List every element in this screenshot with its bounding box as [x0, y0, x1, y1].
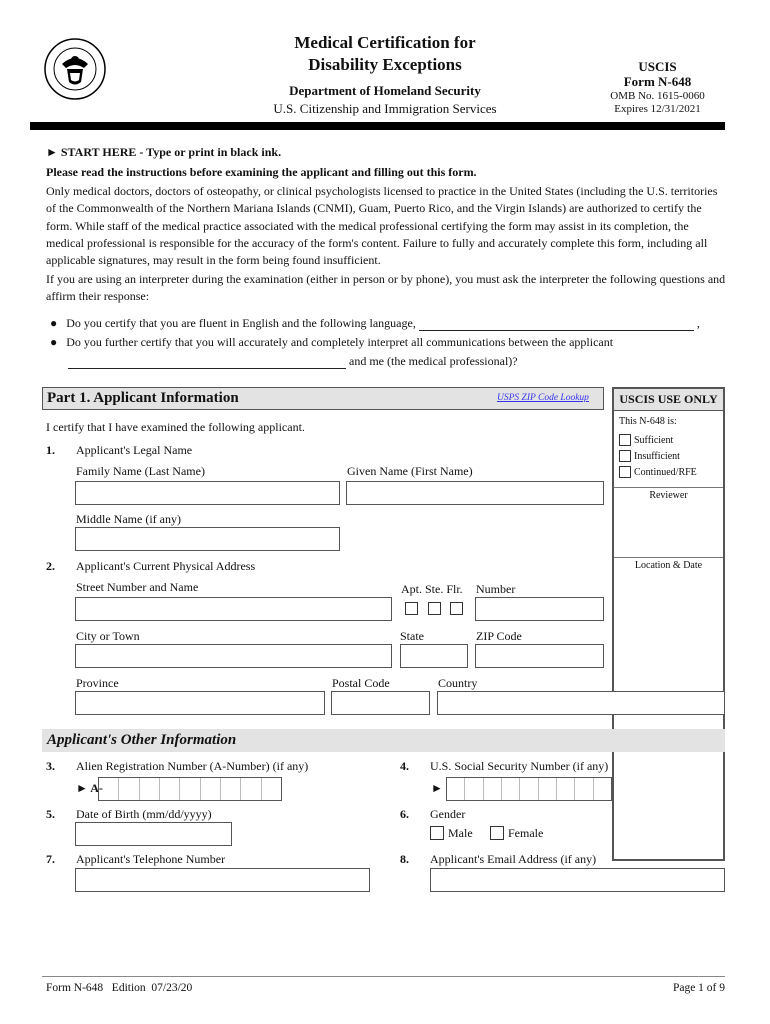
city-label: City or Town	[76, 629, 140, 643]
insufficient-label: Insufficient	[634, 451, 680, 462]
other-info-title: Applicant's Other Information	[47, 732, 237, 748]
city-input[interactable]	[75, 644, 392, 668]
flr-checkbox[interactable]	[450, 602, 463, 615]
bullet-2-end-text: and me (the medical professional)?	[349, 354, 518, 368]
q5-label: Date of Birth (mm/dd/yyyy)	[76, 807, 212, 821]
date-of-birth-input[interactable]	[75, 822, 232, 846]
apt-number-input[interactable]	[475, 597, 604, 621]
state-select[interactable]	[400, 644, 468, 668]
eligibility-paragraph: Only medical doctors, doctors of osteopathy, or clinical psychologists licensed to practice in the United States (including the U.S. territories of the Commonwealth of the Northern Mariana Islands (CNMI), Guam, Puerto Rico, and the Virgin Islands) are authorized to certify the form. While staff of the medical practice associated with the medical professional certifying the form may assist in its completion, the medical professional is responsible for the accuracy of the form's content. Failure to fully and accurately complete this form, including all applicable signatures, may result in the form being found insufficient.	[46, 184, 718, 268]
family-name-input[interactable]	[75, 481, 340, 505]
header-divider	[30, 122, 725, 130]
country-input[interactable]	[437, 691, 725, 715]
postal-code-label: Postal Code	[332, 676, 390, 690]
part1-title: Part 1. Applicant Information	[47, 390, 239, 406]
start-here-instruction: ► START HERE - Type or print in black ink.	[46, 145, 282, 159]
province-input[interactable]	[75, 691, 325, 715]
department-name: Department of Homeland Security	[289, 83, 481, 98]
omb-number: OMB No. 1615-0060	[610, 90, 705, 102]
form-title-line2: Disability Exceptions	[308, 55, 462, 74]
footer-edition: Form N-648 Edition 07/23/20	[46, 982, 193, 994]
q4-number: 4.	[400, 759, 409, 773]
apt-ste-flr-label: Apt. Ste. Flr.	[401, 582, 463, 596]
uscis-use-only-title: USCIS USE ONLY	[619, 392, 718, 406]
male-label: Male	[448, 826, 473, 840]
uscis-divider	[614, 557, 723, 558]
zip-label: ZIP Code	[476, 629, 522, 643]
q1-label: Applicant's Legal Name	[76, 443, 193, 457]
reviewer-label: Reviewer	[649, 490, 688, 501]
q7-number: 7.	[46, 852, 55, 866]
bullet-2-text: Do you further certify that you will accurately and completely interpret all communications between the applicant	[66, 335, 614, 349]
q2-number: 2.	[46, 559, 55, 573]
zip-input[interactable]	[475, 644, 604, 668]
q3-label: Alien Registration Number (A-Number) (if any)	[76, 759, 309, 773]
agency-name: U.S. Citizenship and Immigration Services	[273, 101, 497, 116]
agency-short: USCIS	[638, 59, 677, 74]
footer-divider	[42, 976, 725, 977]
apt-checkbox[interactable]	[405, 602, 418, 615]
q6-number: 6.	[400, 807, 409, 821]
bullet-dot: ●	[50, 335, 67, 349]
form-number: Form N-648	[623, 74, 692, 89]
certify-statement: I certify that I have examined the following applicant.	[46, 420, 305, 434]
footer-page-number: Page 1 of 9	[672, 982, 725, 994]
number-label: Number	[476, 582, 516, 596]
bullet-1	[50, 316, 700, 331]
country-label: Country	[438, 676, 478, 690]
given-name-label: Given Name (First Name)	[347, 464, 473, 478]
a-number-prefix: ► A-	[76, 781, 103, 795]
usps-zip-lookup-link[interactable]: USPS ZIP Code Lookup	[497, 393, 589, 403]
email-input[interactable]	[430, 868, 725, 892]
male-checkbox[interactable]	[430, 826, 444, 840]
middle-name-input[interactable]	[75, 527, 340, 551]
q1-number: 1.	[46, 443, 55, 457]
q4-label: U.S. Social Security Number (if any)	[430, 759, 609, 773]
bullet-dot: ●	[50, 316, 67, 330]
female-label: Female	[508, 826, 544, 840]
ste-checkbox[interactable]	[428, 602, 441, 615]
q3-number: 3.	[46, 759, 55, 773]
applicant-name-input-line[interactable]	[68, 356, 346, 369]
sufficient-checkbox[interactable]	[619, 434, 631, 446]
expiration-date: Expires 12/31/2021	[614, 103, 701, 115]
family-name-label: Family Name (Last Name)	[76, 464, 205, 478]
bullet-2-continued	[68, 354, 518, 369]
q7-label: Applicant's Telephone Number	[76, 852, 226, 866]
n648-status-label: This N-648 is:	[619, 416, 677, 427]
uscis-divider	[614, 487, 723, 488]
location-date-label: Location & Date	[634, 560, 703, 571]
ssn-prefix-arrow: ►	[431, 781, 443, 795]
telephone-input[interactable]	[75, 868, 370, 892]
middle-name-label: Middle Name (if any)	[76, 512, 181, 526]
province-label: Province	[76, 676, 119, 690]
q8-number: 8.	[400, 852, 409, 866]
q6-label: Gender	[430, 807, 466, 821]
bullet-1-text: Do you certify that you are fluent in English and the following language,	[66, 316, 416, 330]
language-input-line[interactable]	[419, 318, 694, 331]
bullet-1-comma: ,	[696, 316, 700, 330]
insufficient-checkbox[interactable]	[619, 450, 631, 462]
street-input[interactable]	[75, 597, 392, 621]
female-checkbox[interactable]	[490, 826, 504, 840]
street-label: Street Number and Name	[76, 580, 199, 594]
postal-code-input[interactable]	[331, 691, 430, 715]
interpreter-paragraph: If you are using an interpreter during the examination (either in person or by phone), you must ask the interpreter the following questions and affirm their response:	[46, 272, 726, 304]
sufficient-label: Sufficient	[634, 435, 674, 446]
form-title-line1: Medical Certification for	[294, 33, 476, 52]
continued-rfe-checkbox[interactable]	[619, 466, 631, 478]
a-number-input[interactable]	[98, 777, 282, 801]
given-name-input[interactable]	[346, 481, 604, 505]
state-label: State	[400, 629, 424, 643]
continued-rfe-label: Continued/RFE	[634, 467, 697, 478]
q8-label: Applicant's Email Address (if any)	[430, 852, 597, 866]
bullet-2	[50, 335, 613, 350]
q2-label: Applicant's Current Physical Address	[76, 559, 256, 573]
ssn-input[interactable]	[446, 777, 612, 801]
please-read-instruction: Please read the instructions before examining the applicant and filling out this form.	[46, 165, 477, 179]
q5-number: 5.	[46, 807, 55, 821]
